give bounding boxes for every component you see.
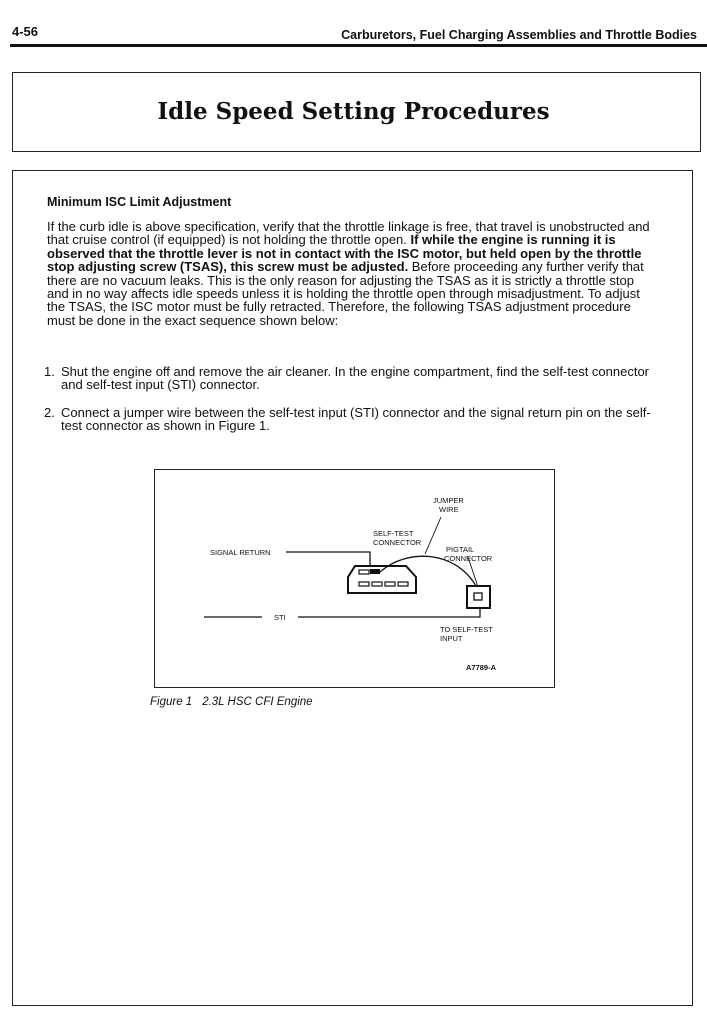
page-number: 4-56: [12, 24, 39, 39]
to-input-label-line-1: TO SELF-TEST: [440, 625, 493, 634]
intro-text-1: If the curb idle is above specification, verify that the throttle linkage is free, that travel is unobstructed and that cruise control (if equipped) is not holding the throttle open.: [47, 219, 650, 248]
figure-title: 2.3L HSC CFI Engine: [202, 696, 313, 708]
wiring-diagram: [154, 469, 555, 688]
figure-caption: [150, 696, 313, 708]
jumper-label-line-1: JUMPER: [433, 496, 464, 505]
self-test-label-line-2: CONNECTOR: [373, 538, 422, 547]
page-title: Idle Speed Setting Procedures: [157, 98, 550, 125]
sti-label: STI: [274, 613, 286, 622]
connector-pin-signal-return: [370, 569, 380, 574]
step-1-text: Shut the engine off and remove the air cleaner. In the engine compartment, find the self-test connector and self-test input (STI) connector.: [61, 364, 650, 393]
jumper-label-line-2: WIRE: [439, 505, 459, 514]
self-test-label-line-1: SELF-TEST: [373, 529, 414, 538]
intro-text-2: Before proceeding any further verify that there are no vacuum leaks. This is the only reason for adjusting the TSAS as it is strictly a throttle stop and in no way affects idle speeds unless it is holding the throttle open through misadjustment. To adjust the TSAS, the ISC motor must be fully retracted. Therefore, the following TSAS adjustment procedure must be done in the exact sequence shown below:: [47, 259, 644, 328]
header-rule: [10, 44, 707, 47]
figure-number: Figure 1: [150, 696, 193, 708]
jumper-leader: [425, 517, 441, 554]
step-1: [44, 365, 664, 392]
to-input-label-line-2: INPUT: [440, 634, 463, 643]
intro-text-bold: If while the engine is running it is observed that the throttle lever is not in contact with the ISC motor, but held open by the throttle stop adjusting screw (TSAS), this screw must be adjusted.: [47, 232, 642, 275]
intro-paragraph: [47, 220, 659, 327]
figure-code: A7789-A: [466, 663, 497, 672]
signal-return-label: SIGNAL RETURN: [210, 548, 271, 557]
step-1-number: 1.: [44, 364, 55, 379]
pigtail-label-line-1: PIGTAIL: [446, 545, 475, 554]
section-heading: Minimum ISC Limit Adjustment: [47, 195, 232, 209]
step-2: [44, 406, 664, 433]
sti-wire-right: [298, 608, 480, 617]
step-2-text: Connect a jumper wire between the self-test input (STI) connector and the signal return pin on the self-test connector as shown in Figure 1.: [61, 405, 651, 434]
step-2-number: 2.: [44, 405, 55, 420]
pigtail-label-line-2: CONNECTOR: [444, 554, 493, 563]
pigtail-connector: [467, 586, 490, 608]
running-head: Carburetors, Fuel Charging Assemblies and Throttle Bodies: [341, 28, 697, 42]
